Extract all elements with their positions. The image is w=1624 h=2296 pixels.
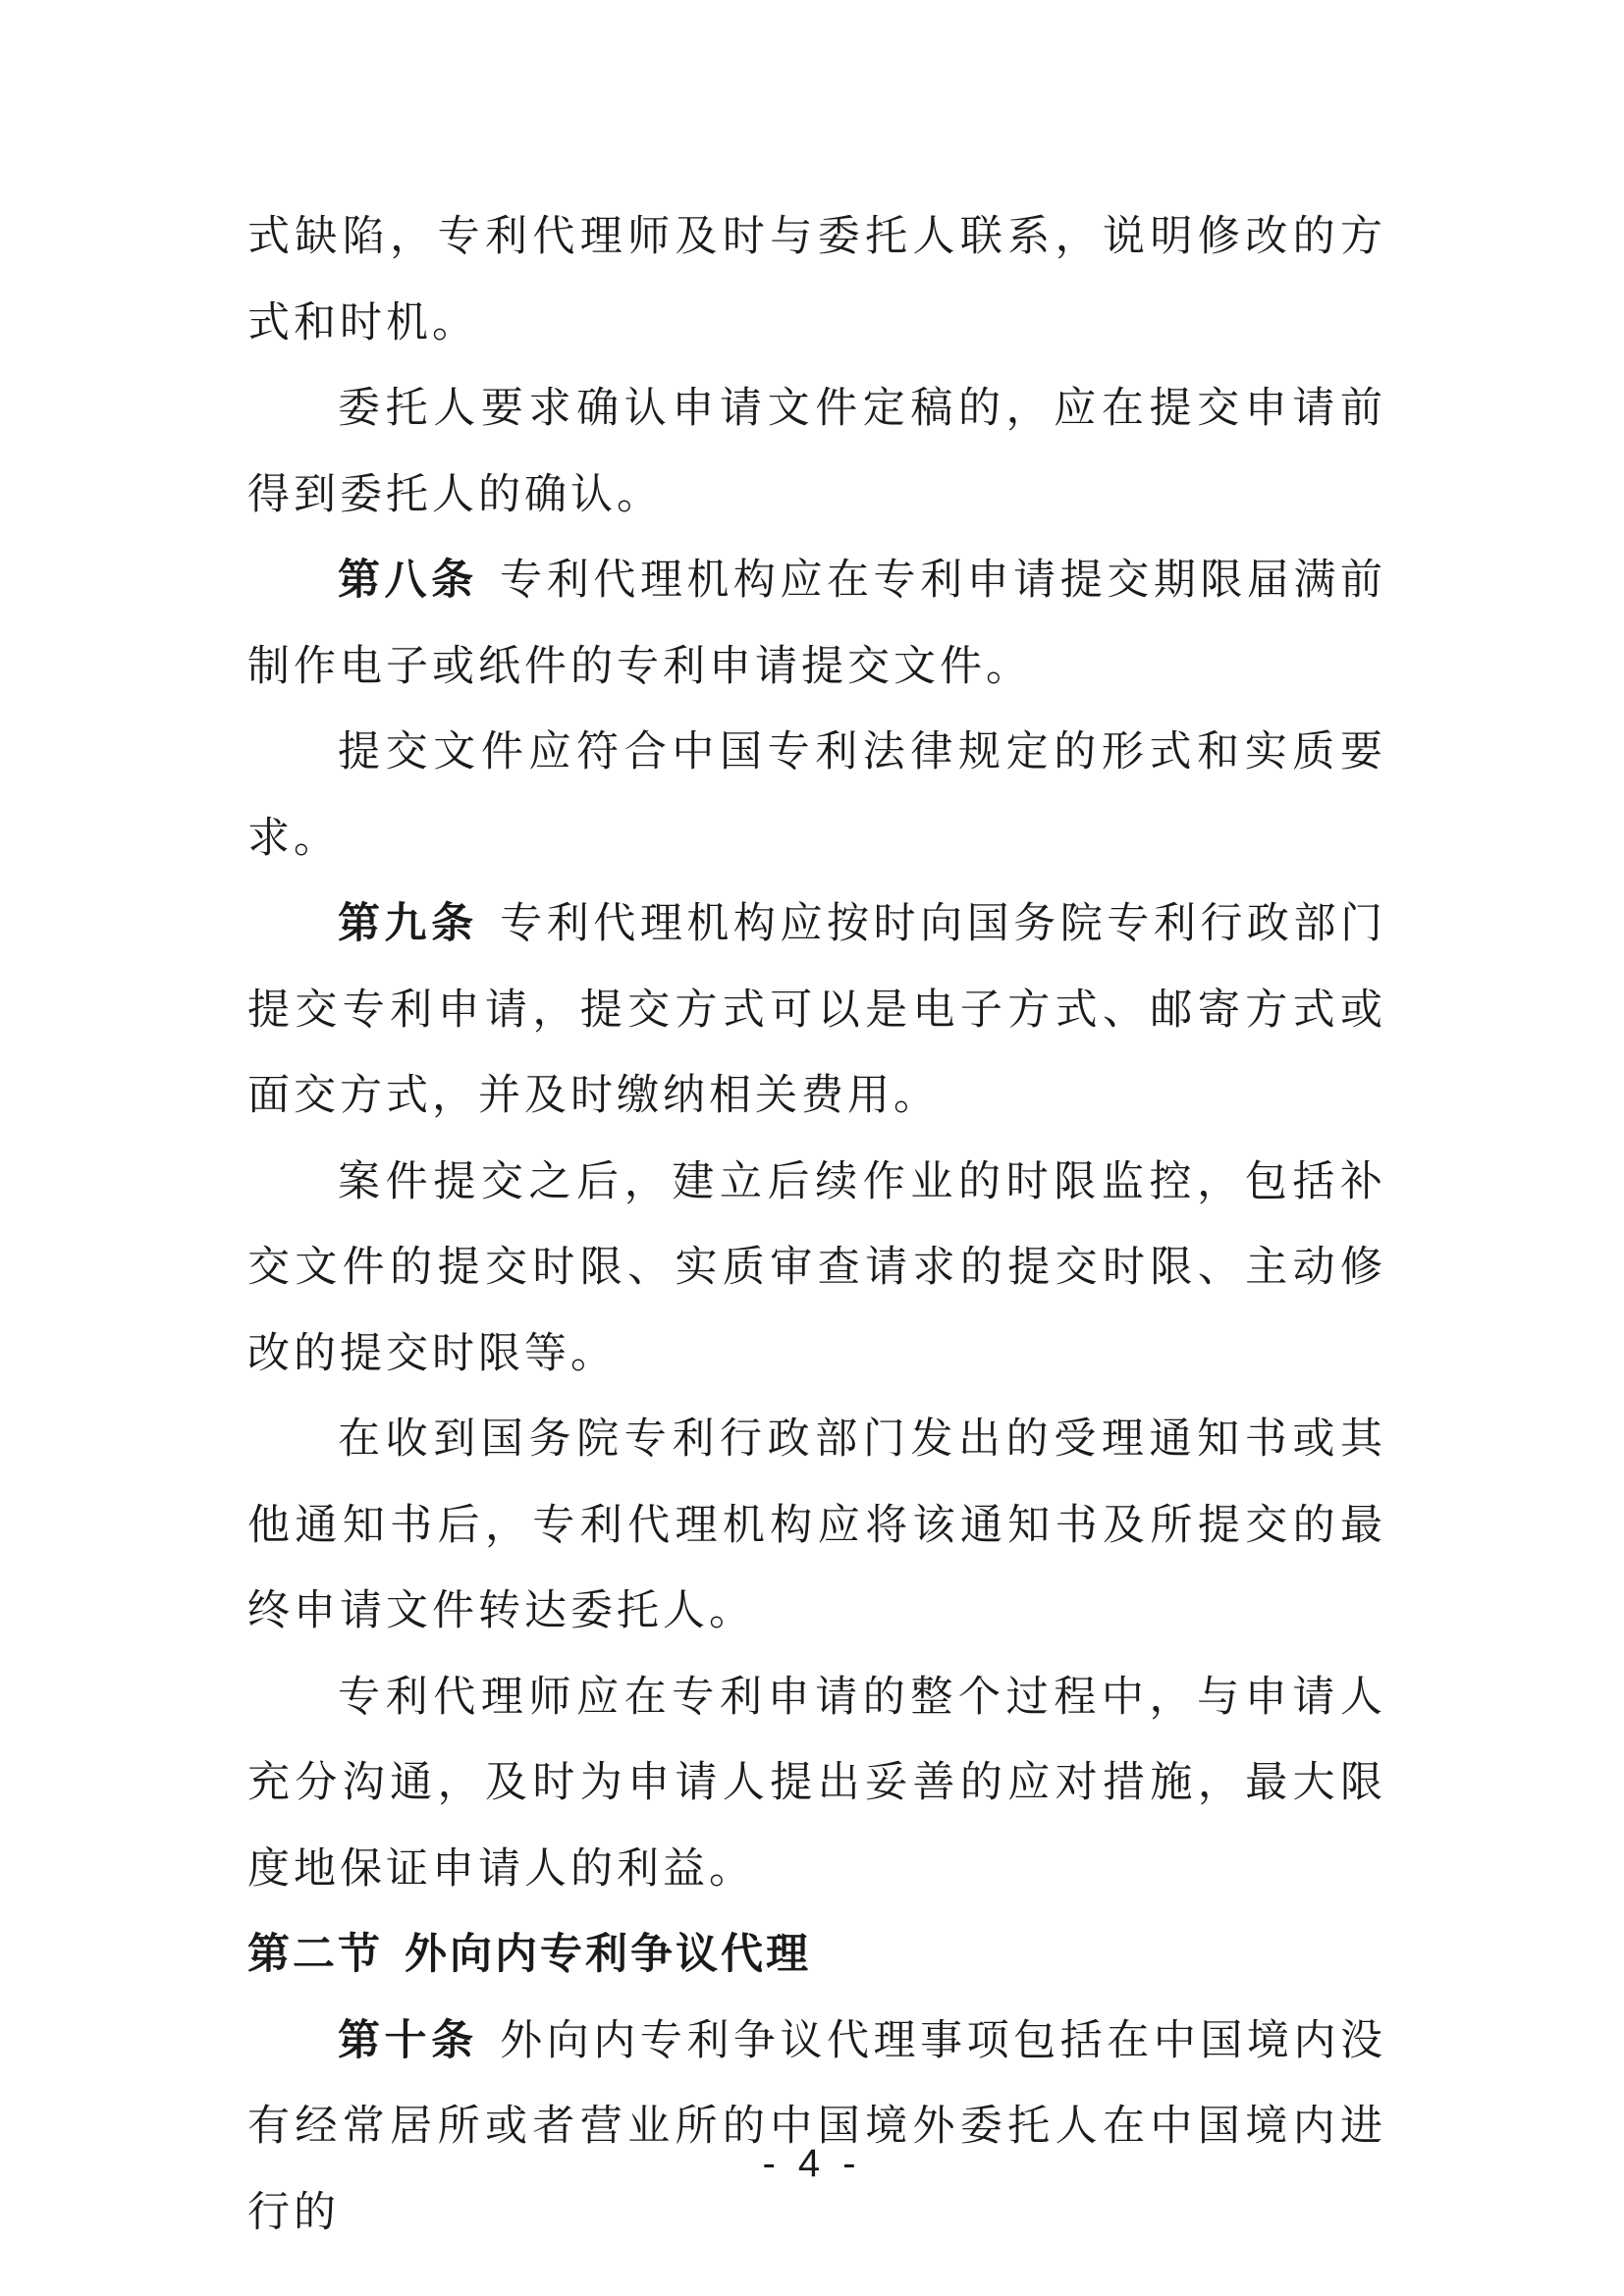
- paragraph: 委托人要求确认申请文件定稿的，应在提交申请前得到委托人的确认。: [247, 384, 1386, 519]
- article-text: 专利代理机构应按时向国务院专利行政部门提交专利申请，提交方式可以是电子方式、邮寄方式或面交方式，并及时缴纳相关费用。: [247, 899, 1387, 1120]
- section-heading: [247, 1912, 1386, 1999]
- section-title: 外向内专利争议代理: [405, 1930, 811, 1979]
- article-text: 外向内专利争议代理事项包括在中国境内没有经常居所或者营业所的中国境外委托人在中国境内进行的: [247, 2015, 1387, 2237]
- article-number: 第九条: [338, 899, 478, 948]
- page-number: - 4 -: [762, 2142, 862, 2185]
- article-number: 第十条: [338, 2015, 478, 2065]
- article-paragraph: [247, 881, 1386, 1140]
- article-number: 第八条: [338, 556, 478, 605]
- article-text: 专利代理机构应在专利申请提交期限届满前制作电子或纸件的专利申请提交文件。: [247, 556, 1387, 691]
- article-paragraph: [247, 538, 1386, 710]
- article-paragraph: [247, 1999, 1386, 2257]
- document-body: [247, 194, 1386, 2256]
- paragraph-continuation: 式缺陷，专利代理师及时与委托人联系，说明修改的方式和时机。: [247, 212, 1386, 347]
- paragraph: 提交文件应符合中国专利法律规定的形式和实质要求。: [247, 727, 1386, 863]
- section-number: 第二节: [247, 1930, 383, 1979]
- paragraph: 专利代理师应在专利申请的整个过程中，与申请人充分沟通，及时为申请人提出妥善的应对措施，最大限度地保证申请人的利益。: [247, 1672, 1386, 1894]
- paragraph: 在收到国务院专利行政部门发出的受理通知书或其他通知书后，专利代理机构应将该通知书及所提交的最终申请文件转达委托人。: [247, 1415, 1386, 1635]
- paragraph: 案件提交之后，建立后续作业的时限监控，包括补交文件的提交时限、实质审查请求的提交时限、主动修改的提交时限等。: [247, 1156, 1386, 1378]
